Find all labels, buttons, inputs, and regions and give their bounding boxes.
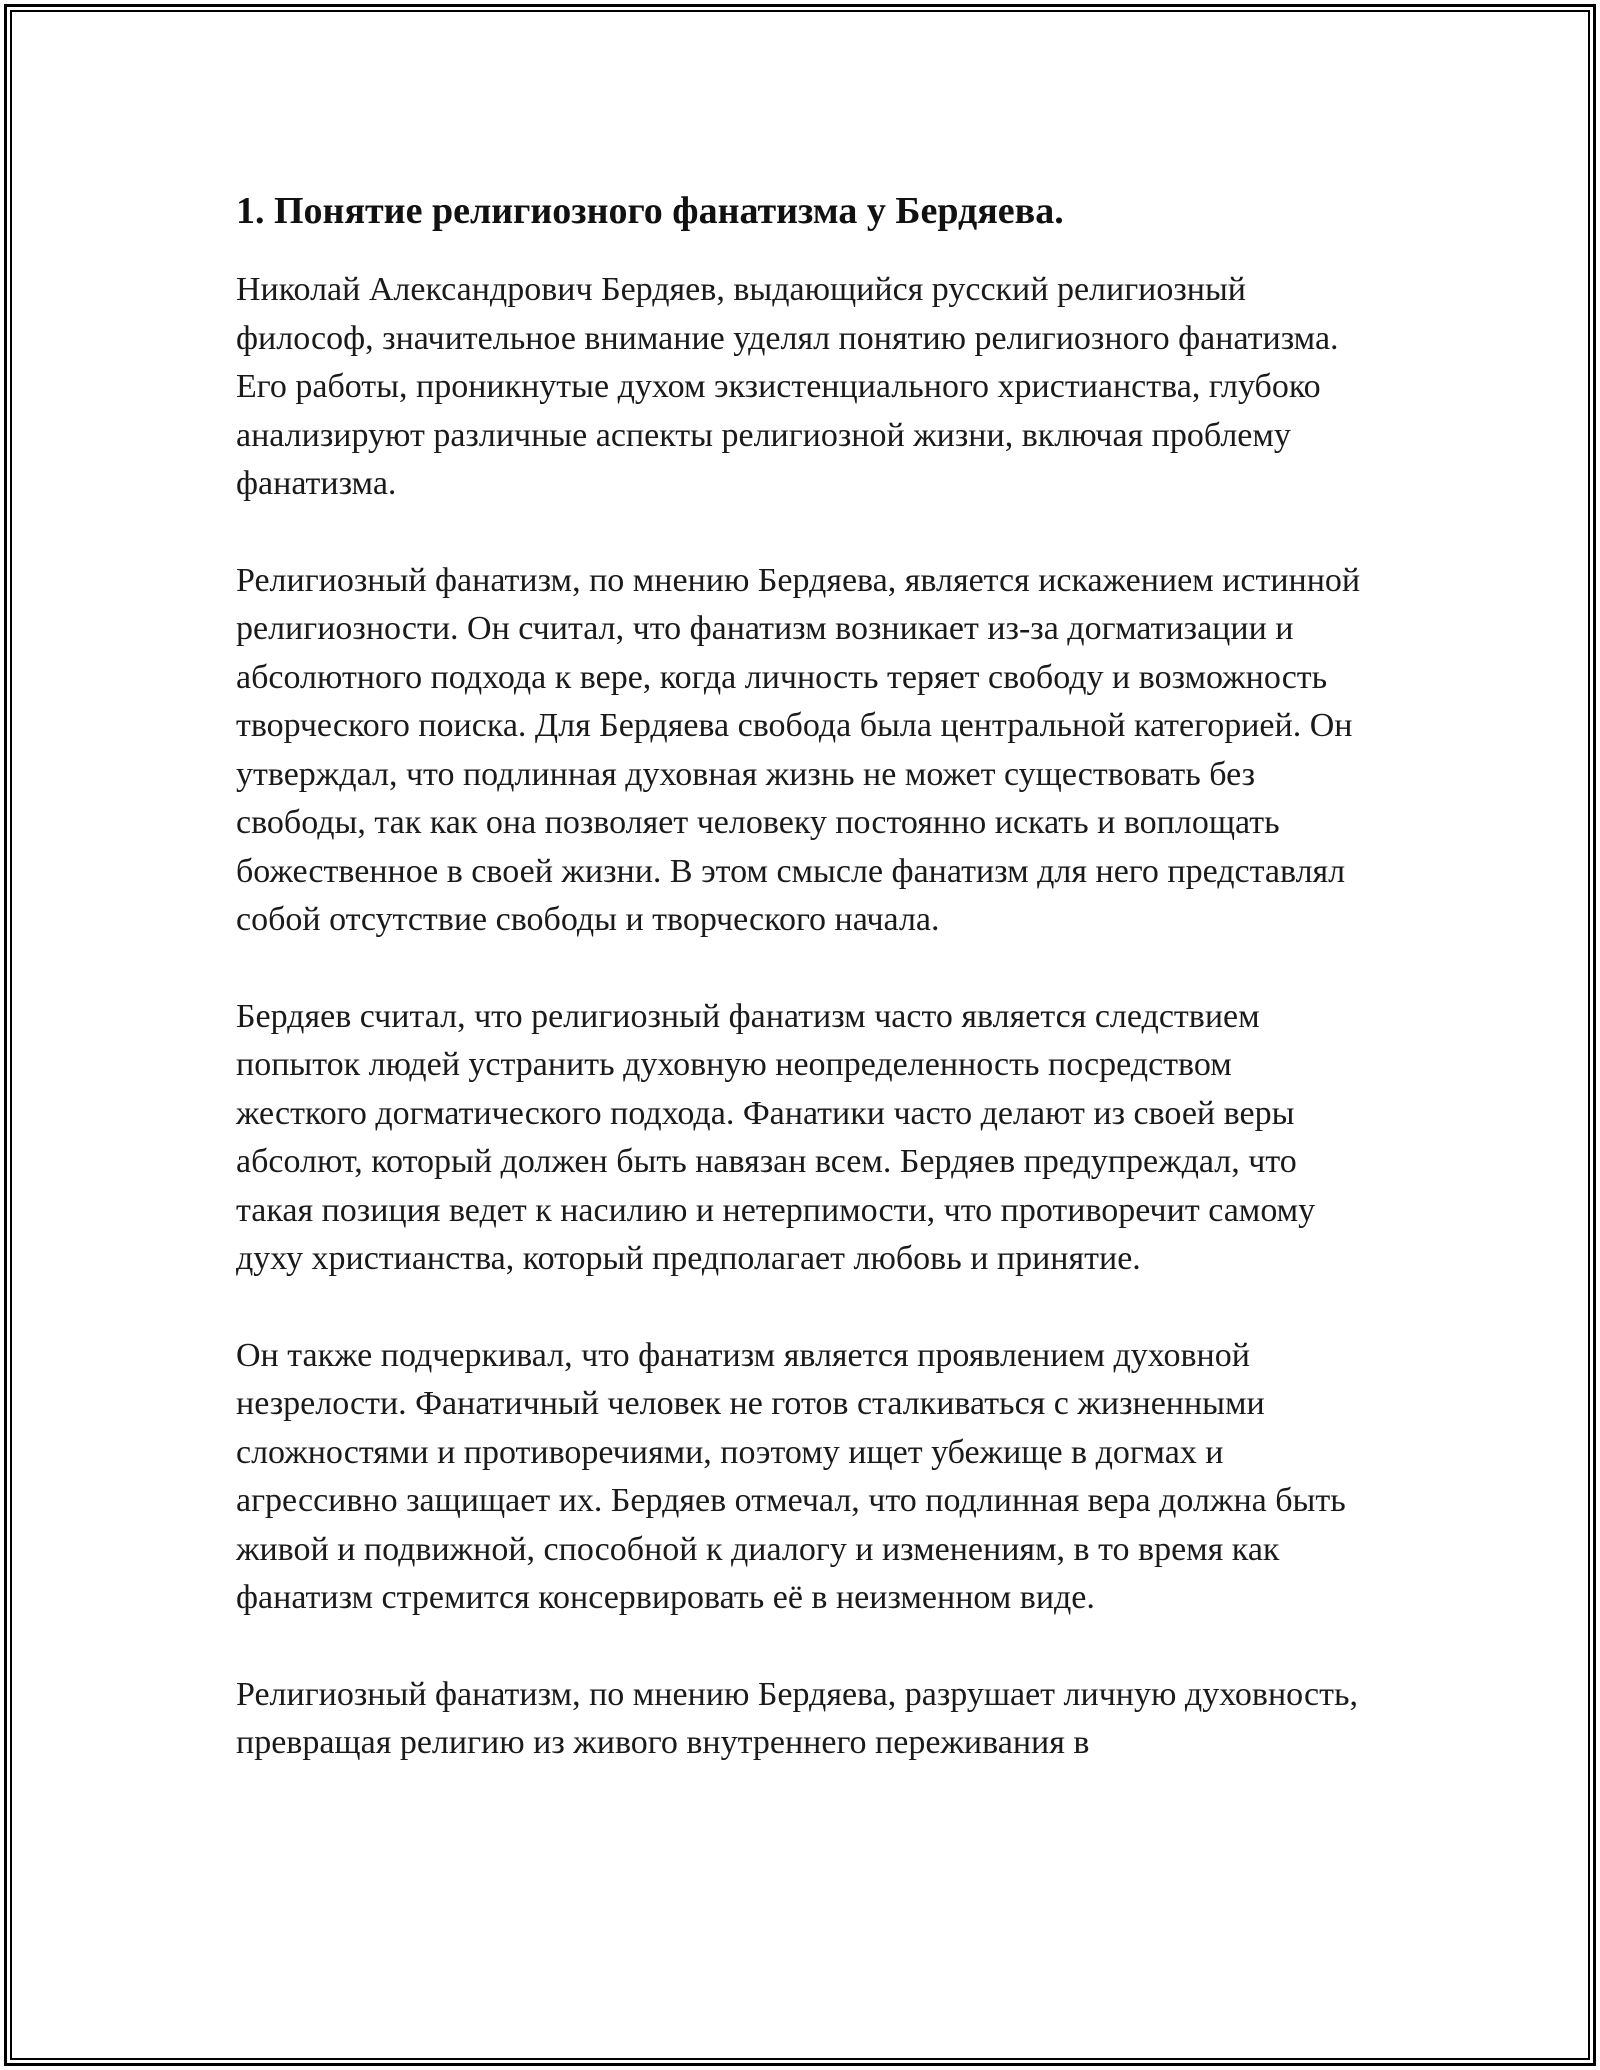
paragraph-2: Религиозный фанатизм, по мнению Бердяева, является искажением истинной религиозности. Он считал, что фанатизм возникает из-за догматизации и абсолютного подхода к вере, когда личность теряет свободу и возможность творческого поиска. Для Бердяева свобода была центральной категорией. Он утверждал, что подлинная духовная жизнь не может существовать без свободы, так как она позволяет человеку постоянно искать и воплощать божественное в своей жизни. В этом смысле фанатизм для него представлял собой отсутствие свободы и творческого начала. <box>236 561 1361 938</box>
paragraph-1: Николай Александрович Бердяев, выдающийся русский религиозный философ, значительное внимание уделял понятию религиозного фанатизма. Его работы, проникнутые духом экзистенциального христианства, глубоко анализируют различные аспекты религиозной жизни, включая проблему фанатизма. <box>236 271 1339 502</box>
paragraph-5: Религиозный фанатизм, по мнению Бердяева, разрушает личную духовность, превращая религию из живого внутреннего переживания в <box>236 1675 1358 1761</box>
section-heading: 1. Понятие религиозного фанатизма у Бердяева. <box>236 190 1064 232</box>
paragraph-4: Он также подчеркивал, что фанатизм является проявлением духовной незрелости. Фанатичный человек не готов сталкиваться с жизненными сложностями и противоречиями, поэтому ищет убежище в догмах и агрессивно защищает их. Бердяев отмечал, что подлинная вера должна быть живой и подвижной, способной к диалогу и изменениям, в то время как фанатизм стремится консервировать её в неизменном виде. <box>236 1336 1346 1616</box>
document-body <box>236 186 1366 1816</box>
paragraph-3: Бердяев считал, что религиозный фанатизм часто является следствием попыток людей устранить духовную неопределенность посредством жесткого догматического подхода. Фанатики часто делают из своей веры абсолют, который должен быть навязан всем. Бердяев предупреждал, что такая позиция ведет к насилию и нетерпимости, что противоречит самому духу христианства, который предполагает любовь и принятие. <box>236 997 1316 1277</box>
